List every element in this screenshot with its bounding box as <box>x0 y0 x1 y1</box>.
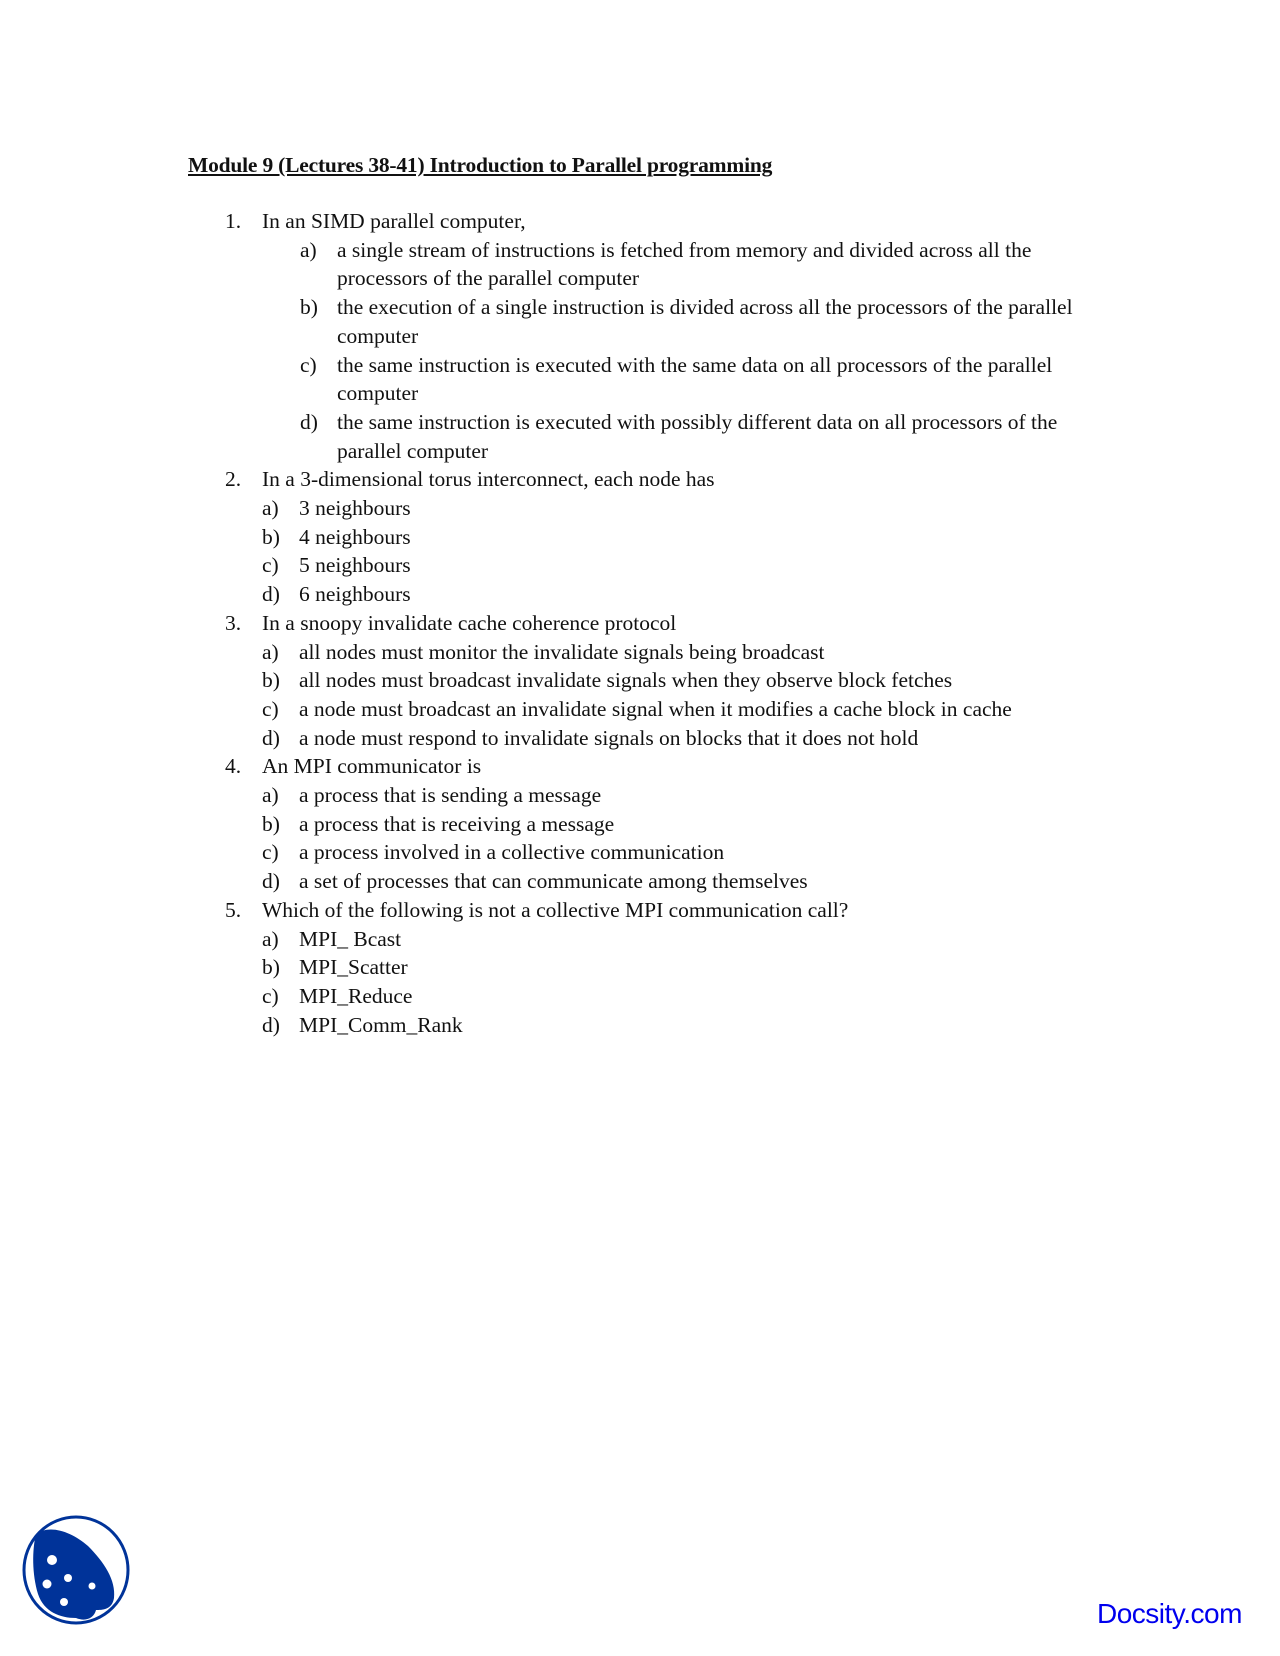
option-text: a process that is receiving a message <box>299 811 615 836</box>
option-text: 6 neighbours <box>299 582 411 607</box>
option <box>0 408 1280 465</box>
question-text: In an SIMD parallel computer, <box>262 209 526 233</box>
option-text: a process involved in a collective communication <box>299 840 725 865</box>
option-letter: b) <box>262 811 280 836</box>
docsity-logo-icon <box>20 1514 132 1626</box>
question-3 <box>0 609 1280 638</box>
question-4 <box>0 752 1280 781</box>
option <box>0 1011 1280 1040</box>
option-letter: a) <box>262 783 279 808</box>
option-letter: c) <box>262 553 279 578</box>
question-number: 4. <box>225 754 242 779</box>
option <box>0 781 1280 810</box>
option <box>0 236 1280 293</box>
option <box>0 724 1280 753</box>
option-text: a node must respond to invalidate signals on blocks that it does not hold <box>299 725 919 750</box>
option-letter: c) <box>262 840 279 865</box>
option-letter: b) <box>300 295 318 320</box>
question-number: 2. <box>225 467 242 492</box>
question-number: 5. <box>225 897 242 922</box>
option <box>0 638 1280 667</box>
option-letter: d) <box>300 409 318 434</box>
option-text: a process that is sending a message <box>299 783 602 808</box>
question-text: In a snoopy invalidate cache coherence protocol <box>262 610 677 635</box>
option-letter: a) <box>262 639 279 664</box>
option <box>0 666 1280 695</box>
option-letter: a) <box>262 926 279 951</box>
option-text: MPI_Scatter <box>299 955 408 980</box>
question-text: An MPI communicator is <box>262 754 482 779</box>
question-text: Which of the following is not a collective MPI communication call? <box>262 897 849 922</box>
option-text: 3 neighbours <box>299 496 411 521</box>
option-text: all nodes must broadcast invalidate signals when they observe block fetches <box>299 668 953 693</box>
option-text: the same instruction is executed with possibly different data on all processors of the parallel computer <box>337 409 1058 463</box>
option-letter: b) <box>262 668 280 693</box>
question-1 <box>0 207 1280 236</box>
document-title: Module 9 (Lectures 38-41) Introduction to Parallel programming <box>188 153 773 177</box>
option <box>0 551 1280 580</box>
option-letter: b) <box>262 524 280 549</box>
option <box>0 494 1280 523</box>
option-letter: a) <box>300 237 317 262</box>
option-text: the execution of a single instruction is divided across all the processors of the parallel computer <box>337 295 1073 348</box>
option-letter: d) <box>262 1012 280 1037</box>
option <box>0 523 1280 552</box>
option-text: a single stream of instructions is fetched from memory and divided across all the processors of the parallel computer <box>337 237 1032 291</box>
option <box>0 838 1280 867</box>
option-letter: a) <box>262 496 279 521</box>
option-letter: d) <box>262 869 280 894</box>
question-2 <box>0 465 1280 494</box>
option <box>0 351 1280 408</box>
option-letter: c) <box>300 352 317 377</box>
question-number: 3. <box>225 610 242 635</box>
question-list <box>0 207 1280 1039</box>
option-text: a node must broadcast an invalidate signal when it modifies a cache block in cache <box>299 696 1012 721</box>
option-text: the same instruction is executed with the same data on all processors of the parallel computer <box>337 352 1053 406</box>
option-text: 4 neighbours <box>299 524 411 549</box>
option-letter: b) <box>262 955 280 980</box>
option <box>0 293 1280 350</box>
option-text: MPI_Reduce <box>299 983 413 1008</box>
docsity-brand-link[interactable]: Docsity.com <box>1097 1598 1242 1629</box>
option <box>0 695 1280 724</box>
option-letter: c) <box>262 696 279 721</box>
question-5 <box>0 896 1280 925</box>
option <box>0 982 1280 1011</box>
option-text: a set of processes that can communicate among themselves <box>299 869 808 894</box>
option-text: 5 neighbours <box>299 553 411 578</box>
option-letter: d) <box>262 582 280 607</box>
option <box>0 953 1280 982</box>
option <box>0 580 1280 609</box>
question-number: 1. <box>225 209 242 233</box>
option-letter: d) <box>262 725 280 750</box>
option-letter: c) <box>262 983 279 1008</box>
option-text: MPI_ Bcast <box>299 926 402 951</box>
question-text: In a 3-dimensional torus interconnect, each node has <box>262 467 715 492</box>
option <box>0 867 1280 896</box>
option-text: MPI_Comm_Rank <box>299 1012 463 1037</box>
option <box>0 810 1280 839</box>
option <box>0 925 1280 954</box>
option-text: all nodes must monitor the invalidate signals being broadcast <box>299 639 825 664</box>
